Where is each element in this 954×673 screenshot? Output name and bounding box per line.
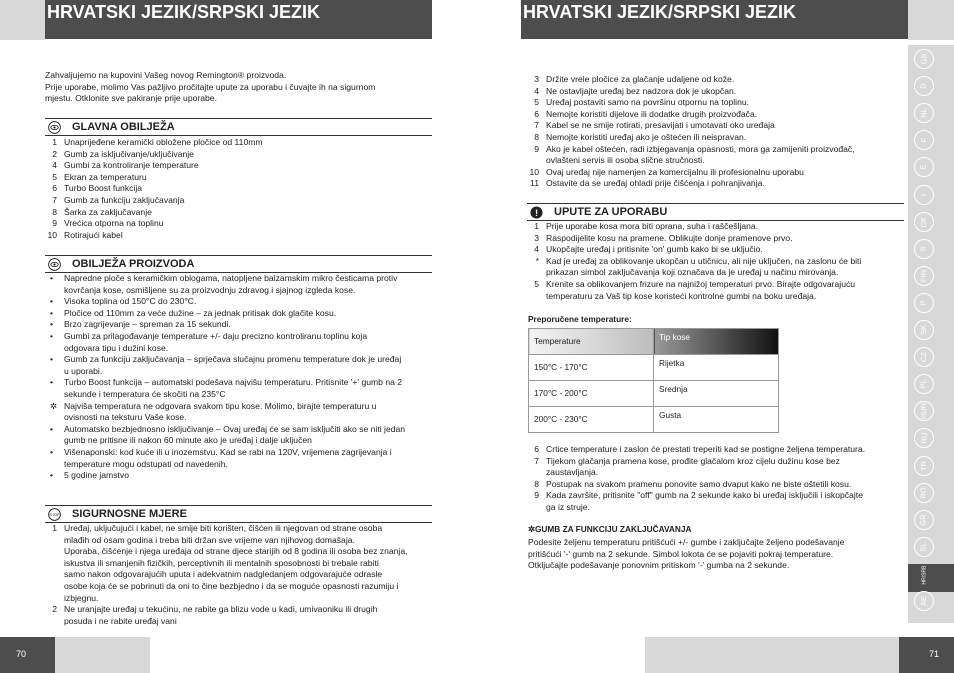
item-number: 4 <box>534 85 539 96</box>
language-code: RO <box>919 486 928 499</box>
language-code: AE <box>918 595 928 607</box>
item-number: 5 <box>52 171 57 182</box>
language-code: GB <box>919 53 928 65</box>
item-number: 4 <box>534 244 539 255</box>
language-code: PL <box>919 379 928 389</box>
bullet: • <box>50 296 54 307</box>
right-header-band <box>908 0 954 40</box>
item-text: Uporaba, čišćenje i njega uređaja od strane djece starijih od 8 godina ili osoba bez znanja, <box>64 546 408 557</box>
item-number: 6 <box>534 444 539 454</box>
language-tab-hr-srb[interactable] <box>914 564 934 584</box>
features-heading <box>45 118 432 136</box>
language-code: F <box>919 138 928 143</box>
item-number: 9 <box>534 490 539 501</box>
item-text: Rotirajući kabel <box>64 229 123 240</box>
feature-item <box>45 149 435 161</box>
language-tab-f[interactable] <box>914 130 934 150</box>
item-number: 2 <box>52 604 57 615</box>
item-text: Ne ostavljajte uređaj bez nadzora dok je ukopčan. <box>546 85 737 96</box>
item-text: Turbo Boost funkcija <box>64 183 143 194</box>
language-code: DK <box>918 216 928 227</box>
language-tab-tr[interactable] <box>914 456 934 476</box>
product-heading-label: OBILJEŽA PROIZVODA <box>72 258 195 270</box>
item-text: Brzo zagrijevanje – spreman za 15 sekundi. <box>64 319 231 330</box>
safety-item <box>527 132 907 144</box>
warning-icon <box>530 206 543 219</box>
language-code: TR <box>919 460 928 471</box>
steps-list <box>527 444 907 514</box>
bullet: ✲ <box>50 400 58 411</box>
language-tab-ru[interactable] <box>914 428 934 448</box>
item-text: ovisnosti na teksturu Vaše kose. <box>64 412 187 423</box>
language-code: S <box>918 246 928 252</box>
usage-heading-label: UPUTE ZA UPORABU <box>554 206 668 218</box>
feature-item <box>45 218 435 230</box>
item-text: Šarka za zaključavanje <box>64 206 152 217</box>
item-text: kovrčanja kose, osmišljene su za proizvodnju zdravog i sjajnog izgleda kose. <box>64 284 356 295</box>
item-text: mlađih od osam godina i treba biti držan sve vrijeme van njihovog domašaja. <box>64 534 355 545</box>
left-header-band <box>0 0 45 40</box>
language-tab-gb[interactable] <box>914 49 934 69</box>
list-item <box>45 354 437 377</box>
item-text: Unaprijeđene keramički obložene pločice od 110mm <box>64 137 263 147</box>
left-page-number-box <box>0 637 55 673</box>
item-number: 10 <box>529 166 539 177</box>
item-text: Ekran za temperaturu <box>64 171 147 182</box>
language-code: NL <box>919 108 928 118</box>
language-tab-hun[interactable] <box>914 401 934 421</box>
language-tab-nl[interactable] <box>914 103 934 123</box>
language-tab-dk[interactable] <box>914 212 934 232</box>
bullet: • <box>50 307 54 318</box>
item-text: Gumb za funkciju zaključavanja <box>64 194 185 205</box>
list-item <box>45 447 437 470</box>
hair-type-cell: Gusta <box>654 407 779 433</box>
temperature-cell: 150°C - 170°C <box>529 355 654 381</box>
item-number: 1 <box>52 523 57 533</box>
item-number: 1 <box>52 137 57 147</box>
right-page-number: 71 <box>929 649 940 659</box>
lock-text <box>528 537 908 572</box>
intro-line-1: Zahvaljujemo na kupovini Vašeg novog Remington® proizvoda. <box>45 70 287 80</box>
item-text: Gumbi za kontroliranje temperature <box>64 160 199 171</box>
item-number: 4 <box>52 160 57 171</box>
language-code: I <box>919 193 928 196</box>
item-text: 5 godine jamstvo <box>64 470 129 481</box>
item-text: Ne uranjajte uređaj u tekućinu, ne rabite ga blizu vode u kadi, umivaoniku ili drugih <box>64 604 378 615</box>
item-number: 8 <box>534 478 539 489</box>
item-number: 3 <box>534 74 539 84</box>
safety-item <box>527 144 907 167</box>
right-title-text: HRVATSKI JEZIK/SRPSKI JEZIK <box>523 2 797 22</box>
item-text: Vrećica otporna na toplinu <box>64 218 164 229</box>
step-item <box>527 490 907 513</box>
item-text: Prije uporabe kosa mora biti oprana, suha i raščešljana. <box>546 221 759 231</box>
item-number: 9 <box>52 218 57 229</box>
hair-type-column-header: Tip kose <box>654 329 779 355</box>
language-tabs <box>908 45 954 623</box>
list-item <box>45 319 437 331</box>
safety-item <box>527 74 907 86</box>
step-item <box>527 456 907 479</box>
temperature-table-header <box>529 329 779 355</box>
item-text: Gumb za isključivanje/uključivanje <box>64 148 194 159</box>
safety-item <box>45 523 437 604</box>
hair-type-cell: Rijetka <box>654 355 779 381</box>
bullet: • <box>50 423 54 434</box>
item-text: Ako je kabel oštećen, radi izbjegavanja opasnosti, mora ga zamijeniti proizvođač, <box>546 143 855 154</box>
usage-list <box>527 221 907 302</box>
usage-item <box>527 256 907 279</box>
item-text: Kabel se ne smije rotirati, presavijati i umotavati oko uređaja <box>546 120 775 131</box>
temperature-column-header: Temperature <box>529 329 654 355</box>
lock-line: Otključajte podešavanje ponovnim pritiskom '-' gumba na 2 sekunde. <box>528 560 790 571</box>
item-number: 8 <box>534 131 539 142</box>
list-item <box>45 331 437 354</box>
item-text: temperature mogu odstupati od navedenih. <box>64 458 228 469</box>
item-text: posuda i ne rabite uređaj vani <box>64 615 177 626</box>
item-text: Gumbi za prilagođavanje temperature +/- daju precizno kontroliranu toplinu koja <box>64 330 368 341</box>
item-text: Gumb za funkciju zaključavanja – sprječava slučajnu promenu temperature dok je uređaj <box>64 354 402 365</box>
safety-item <box>45 604 437 627</box>
list-item <box>45 401 437 424</box>
safety-list <box>45 523 437 627</box>
item-text: Pločice od 110mm za veće dužine – za jednak pritisak dok glačite kosu. <box>64 307 337 318</box>
item-text: temperaturu za Vaš tip kose koristeći kontrolne gumbi na boku uređaja. <box>546 290 817 301</box>
bullet: • <box>50 319 54 330</box>
language-tab-gr[interactable] <box>914 510 934 530</box>
item-text: prikazan simbol zaključavanja koji označava da je uređaj u načinu mirovanja. <box>546 267 839 278</box>
item-number: 1 <box>534 221 539 231</box>
language-tab-e[interactable] <box>914 157 934 177</box>
feature-item <box>45 195 435 207</box>
item-number: 7 <box>534 120 539 131</box>
language-code: D <box>918 83 928 89</box>
left-page-title <box>45 0 432 39</box>
item-text: Ukopčajte uređaj i pritisnite 'on' gumb kako bi se uključio. <box>546 244 763 255</box>
item-text: osobe koja će se pobrinuti da oni to čine bezbjedno i da se moguće opasnosti razumiju i <box>64 580 399 591</box>
right-page-number-box <box>899 637 954 673</box>
safety-item <box>527 109 907 121</box>
table-row <box>529 407 779 433</box>
item-text: Visoka toplina od 150°C do 230°C. <box>64 296 197 307</box>
item-text: Ovaj uređaj nije namenjen za komercijalnu ili profesionalnu uporabu <box>546 166 804 177</box>
item-text: Najviša temperatura ne odgovara svakom tipu kose. Molimo, birajte temperaturu u <box>64 400 377 411</box>
language-code: FIN <box>919 269 928 282</box>
hair-type-cell: Srednja <box>654 381 779 407</box>
usage-item <box>527 233 907 245</box>
language-tab-d[interactable] <box>914 76 934 96</box>
temperature-cell: 200°C - 230°C <box>529 407 654 433</box>
language-tab-pl[interactable] <box>914 374 934 394</box>
lock-line: pritišćući '-' gumb na 2 sekunde. Simbol lokota će se pojaviti pokraj temperature. <box>528 548 834 559</box>
language-tab-ro[interactable] <box>914 483 934 503</box>
item-text: iskustva ili smanjenih fizičkih, perceptivnih ili mentalnih sposobnosti bi trebale rabiti <box>64 557 379 568</box>
item-text: zaustavljanja. <box>546 467 599 478</box>
item-text: Postupak na svakom pramenu ponovite samo dvaput kako ne biste oštetili kosu. <box>546 478 852 489</box>
feature-item <box>45 160 435 172</box>
feature-item <box>45 230 435 242</box>
item-number: * <box>535 255 539 266</box>
intro-line-2: Prije uporabe, molimo Vas pažljivo pročitajte upute za uporabu i čuvajte ih na sigurnom <box>45 81 376 92</box>
item-text: sekunde i temperatura će skočiti na 235°C <box>64 388 226 399</box>
language-code: SK <box>918 324 928 336</box>
language-tab-p[interactable] <box>914 293 934 313</box>
table-row <box>529 381 779 407</box>
item-text: izbjegnu. <box>64 592 99 603</box>
stop-icon <box>48 508 61 521</box>
usage-item <box>527 279 907 302</box>
item-text: Nemojte koristiti dijelove ili dodatke drugih proizvođača. <box>546 108 758 119</box>
item-text: Kada završite, pritisnite "off" gumb na 2 sekunde kako bi uređaj isključili i iskopčajte <box>546 490 863 501</box>
temperature-table <box>528 328 779 433</box>
item-text: Višenaponski: kod kuće ili u inozemstvu. Kad se rabi na 120V, vrijemena zagrijevanja i <box>64 446 392 457</box>
lock-heading-label: GUMB ZA FUNKCIJU ZAKLJUČAVANJA <box>534 524 692 534</box>
list-item <box>45 308 437 320</box>
lock-heading <box>528 524 692 534</box>
language-code: HUN <box>919 403 928 420</box>
list-item <box>45 470 437 482</box>
language-code: RU <box>919 432 928 444</box>
safety-item <box>527 120 907 132</box>
item-text: Uređaj postaviti samo na površinu otpornu na toplinu. <box>546 97 750 108</box>
item-text: Napredne ploče s keramičkim oblogama, natopljene balzamskim mikro česticama protiv <box>64 273 398 283</box>
recommended-temp-label: Preporučene temperature: <box>528 314 632 324</box>
item-text: Tijekom glačanja pramena kose, prođite glačalom kroz cijelu dužinu kose bez <box>546 455 840 466</box>
item-text: gumb ne pritisne ili nakon 60 minute ako je uređaj i dalje uključen <box>64 435 312 446</box>
snowflake-icon: ✲ <box>528 524 535 534</box>
item-number: 2 <box>52 148 57 159</box>
item-number: 9 <box>534 143 539 154</box>
language-code: SL <box>919 542 928 552</box>
language-code: HR/SRB <box>921 565 928 585</box>
bullet: • <box>50 330 54 341</box>
list-item <box>45 273 437 296</box>
item-number: 11 <box>530 178 539 189</box>
item-number: 5 <box>534 278 539 289</box>
feature-item <box>45 137 435 149</box>
item-number: 6 <box>534 108 539 119</box>
language-tab-sl[interactable] <box>914 537 934 557</box>
item-number: 3 <box>534 232 539 243</box>
lock-line: Podesite željenu temperaturu pritišćući +/- gumbe i zaključajte željeno podešavanje <box>528 537 845 547</box>
product-heading <box>45 255 432 273</box>
item-text: Nemojte koristiti uređaj ako je oštećen ili neispravan. <box>546 131 747 142</box>
left-title-text: HRVATSKI JEZIK/SRPSKI JEZIK <box>47 2 321 22</box>
list-item <box>45 296 437 308</box>
table-row <box>529 355 779 381</box>
item-text: Uređaj, uključujući i kabel, ne smije biti korišten, čišćen ili njegovan od strane osoba <box>64 523 383 533</box>
step-item <box>527 479 907 491</box>
product-list <box>45 273 437 482</box>
usage-heading <box>527 203 904 221</box>
features-list <box>45 137 435 241</box>
usage-item <box>527 221 907 233</box>
safety-item <box>527 178 907 190</box>
item-text: Ostavite da se uređaj ohladi prije čišćenja i pohranjivanja. <box>546 178 765 189</box>
language-code: GR <box>919 514 928 526</box>
usage-item <box>527 244 907 256</box>
intro-line-3: mjestu. Otklonite sve pakiranje prije uporabe. <box>45 93 217 104</box>
language-code: CZ <box>919 352 928 363</box>
feature-item <box>45 172 435 184</box>
item-text: samo nakon odgovarajućih uputa i adekvatnim nadgledanjem odgovarajuće odrasle <box>64 569 383 580</box>
item-text: Crtice temperature i zaslon će prestati treperiti kad se postigne željena temperatura. <box>546 444 866 454</box>
language-tab-sk[interactable] <box>914 320 934 340</box>
safety-continued-list <box>527 74 907 190</box>
item-text: Automatsko bezbjednosno isključivanje – Ovaj uređaj će se sam isključiti ako se niti jedan <box>64 423 406 434</box>
language-code: E <box>918 164 928 170</box>
item-text: ga iz struje. <box>546 501 590 512</box>
item-text: odgovara tipu i dužini kose. <box>64 342 169 353</box>
item-number: 5 <box>534 97 539 108</box>
safety-heading-label: SIGURNOSNE MJERE <box>72 508 187 520</box>
step-item <box>527 444 907 456</box>
bullet: • <box>50 273 54 283</box>
language-tab-ae[interactable] <box>914 591 934 611</box>
left-page-number: 70 <box>16 649 27 659</box>
list-item <box>45 377 437 400</box>
svg-text:STOP: STOP <box>49 512 60 517</box>
bullet: • <box>50 446 54 457</box>
bullet: • <box>50 377 54 388</box>
safety-item <box>527 167 907 179</box>
svg-text:!: ! <box>534 207 539 218</box>
item-text: Raspodijelite kosu na pramene. Oblikujte donje pramenove prvo. <box>546 232 793 243</box>
item-number: 10 <box>47 229 57 240</box>
item-number: 8 <box>52 206 57 217</box>
feature-item <box>45 207 435 219</box>
list-item <box>45 424 437 447</box>
item-number: 7 <box>52 194 57 205</box>
language-code: P <box>918 300 928 306</box>
item-text: ovlašteni servis ili osoba slične stručnosti. <box>546 155 705 166</box>
item-text: u uporabi. <box>64 365 103 376</box>
item-number: 7 <box>534 455 539 466</box>
features-heading-label: GLAVNA OBILJEŽA <box>72 121 175 133</box>
safety-heading <box>45 505 432 523</box>
temperature-cell: 170°C - 200°C <box>529 381 654 407</box>
right-page-title <box>521 0 908 39</box>
eye-icon <box>48 258 61 271</box>
item-text: Kad je uređaj za oblikovanje ukopčan u utičnicu, ali nije uključen, na zaslonu će biti <box>546 255 862 266</box>
item-number: 6 <box>52 183 57 194</box>
safety-item <box>527 86 907 98</box>
item-text: Držite vrele pločice za glačanje udaljene od kože. <box>546 74 735 84</box>
language-tab-s[interactable] <box>914 239 934 259</box>
bullet: • <box>50 470 54 481</box>
feature-item <box>45 183 435 195</box>
item-text: Turbo Boost funkcija – automatski podešava najvišu temperaturu. Pritisnite '+' gumb na 2 <box>64 377 403 388</box>
language-tab-cz[interactable] <box>914 347 934 367</box>
language-tab-i[interactable] <box>914 185 934 205</box>
language-tab-fin[interactable] <box>914 266 934 286</box>
safety-item <box>527 97 907 109</box>
bullet: • <box>50 354 54 365</box>
item-text: Krenite sa oblikovanjem frizure na najnižoj temperaturi prvo. Birajte odgovarajuću <box>546 278 856 289</box>
eye-icon <box>48 121 61 134</box>
intro-text <box>45 70 435 105</box>
